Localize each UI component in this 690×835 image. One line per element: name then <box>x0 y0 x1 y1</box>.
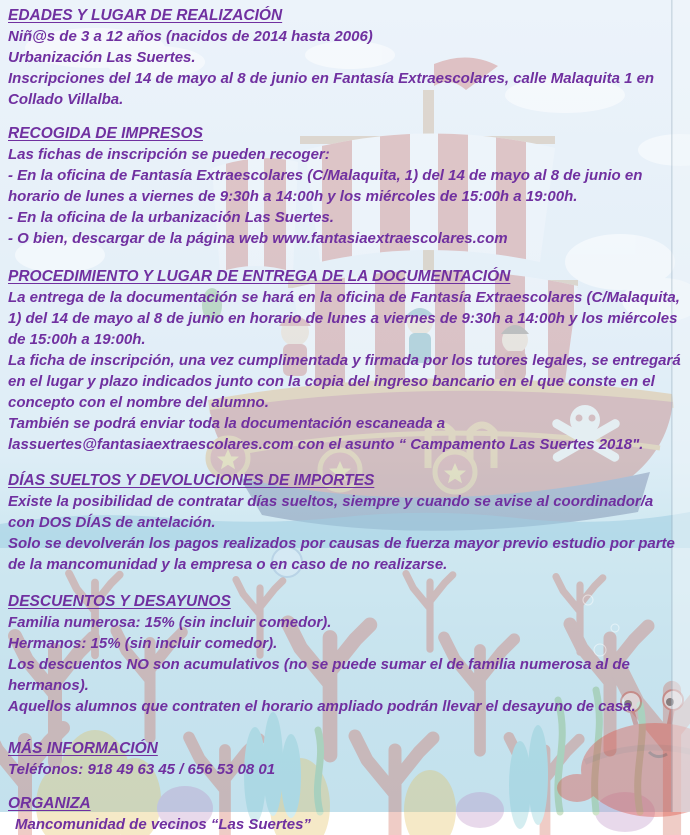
section-heading-procedimiento: PROCEDIMIENTO Y LUGAR DE ENTREGA DE LA DOCUMENTACIÓN <box>8 268 511 285</box>
paragraph: Las fichas de inscripción se pueden recoger: <box>8 146 330 163</box>
section-heading-organiza: ORGANIZA <box>8 795 91 812</box>
paragraph-phone-numbers: Teléfonos: 918 49 63 45 / 656 53 08 01 <box>8 761 276 778</box>
paragraph-email: También se podrá enviar toda la documentación escaneada a lassuertes@fantasiaextraescolares.com con el asunto “ Campamento Las Suertes 2018". <box>8 415 644 453</box>
section-dias-sueltos <box>8 470 684 575</box>
paragraph: Solo se devolverán los pagos realizados por causas de fuerza mayor previo estudio por parte de la mancomunidad y la empresa o en caso de no realizarse. <box>8 535 675 573</box>
paragraph: Aquellos alumnos que contraten el horario ampliado podrán llevar el desayuno de casa. <box>8 698 636 715</box>
section-descuentos <box>8 591 684 717</box>
section-mas-informacion <box>8 738 684 780</box>
section-heading-dias-sueltos: DÍAS SUELTOS Y DEVOLUCIONES DE IMPORTES <box>8 472 375 489</box>
paragraph: Familia numerosa: 15% (sin incluir comedor). <box>8 614 332 631</box>
paragraph: Niñ@s de 3 a 12 años (nacidos de 2014 hasta 2006) <box>8 28 373 45</box>
paragraph: Los descuentos NO son acumulativos (no se puede sumar el de familia numerosa al de hermanos). <box>8 656 630 694</box>
section-recogida-impresos <box>8 123 684 249</box>
paragraph: Hermanos: 15% (sin incluir comedor). <box>8 635 278 652</box>
section-organiza <box>8 793 684 835</box>
section-heading-descuentos: DESCUENTOS Y DESAYUNOS <box>8 593 231 610</box>
paragraph: La entrega de la documentación se hará en la oficina de Fantasía Extraescolares (C/Malaquita, 1) del 14 de mayo al 8 de junio en horario de lunes a viernes de 9:30h a 14:00h y los miércoles de 15:00h a 19:00h. <box>8 289 680 348</box>
paragraph: La ficha de inscripción, una vez cumplimentada y firmada por los tutores legales, se entregará en el lugar y plazo indicados junto con la copia del ingreso bancario en el que conste en el concepto con el nombre del alumno. <box>8 352 681 411</box>
paragraph: Urbanización Las Suertes. <box>8 49 196 66</box>
section-heading-edades: EDADES Y LUGAR DE REALIZACIÓN <box>8 7 283 24</box>
paragraph: Existe la posibilidad de contratar días sueltos, siempre y cuando se avise al coordinador/a con DOS DÍAS de antelación. <box>8 493 654 531</box>
section-procedimiento-entrega <box>8 266 684 455</box>
paragraph: - En la oficina de Fantasía Extraescolares (C/Malaquita, 1) del 14 de mayo al 8 de junio en horario de lunes a viernes de 9:30h a 14:00h y los miércoles de 15:00h a 19:00h. <box>8 167 643 205</box>
section-heading-mas-informacion: MÁS INFORMACIÓN <box>8 740 158 757</box>
paragraph: Inscripciones del 14 de mayo al 8 de junio en Fantasía Extraescolares, calle Malaquita 1 en Collado Villalba. <box>8 70 655 108</box>
section-edades <box>8 5 684 110</box>
section-heading-recogida: RECOGIDA DE IMPRESOS <box>8 125 203 142</box>
paragraph-organizer: Mancomunidad de vecinos “Las Suertes” <box>15 816 311 833</box>
paragraph-website: - O bien, descargar de la página web www.fantasiaextraescolares.com <box>8 230 508 247</box>
paragraph: - En la oficina de la urbanización Las Suertes. <box>8 209 334 226</box>
